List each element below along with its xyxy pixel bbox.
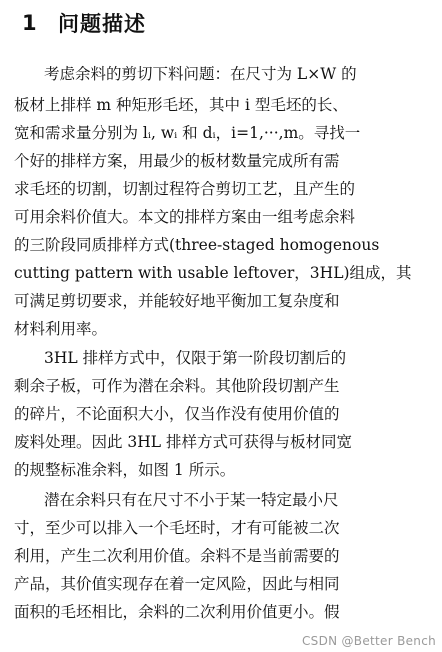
paragraph-3-line: 面积的毛坯相比，余料的二次利用价值更小。假: [14, 603, 340, 621]
paragraph-1-line: 个好的排样方案，用最少的板材数量完成所有需: [14, 152, 340, 170]
paragraph-2-line: 3HL 排样方式中，仅限于第一阶段切割后的: [44, 349, 347, 367]
paragraph-3-line: 寸，至少可以排入一个毛坯时，才有可能被二次: [14, 519, 340, 537]
paragraph-3-line: 潜在余料只有在尺寸不小于某一特定最小尺: [44, 491, 339, 509]
paragraph-1-line: 板材上排样 m 种矩形毛坯，其中 i 型毛坯的长、: [14, 96, 348, 114]
watermark: CSDN @Better Bench: [301, 634, 436, 648]
paragraph-1-line: 求毛坯的切割，切割过程符合剪切工艺，且产生的: [14, 180, 356, 198]
paragraph-2-line: 的碎片，不论面积大小，仅当作没有使用价值的: [14, 405, 340, 423]
paragraph-1-line: 的三阶段同质排样方式(three-staged homogenous: [14, 236, 380, 254]
paragraph-2-line: 剩余子板，可作为潜在余料。其他阶段切割产生: [14, 377, 340, 395]
paragraph-2-line: 废料处理。因此 3HL 排样方式可获得与板材同宽: [14, 433, 353, 451]
paragraph-1-line: cutting pattern with usable leftover，3HL)组成，其: [14, 264, 412, 282]
paragraph-1-line: 考虑余料的剪切下料问题：在尺寸为 L×W 的: [44, 65, 357, 83]
paragraph-1-line: 可满足剪切要求，并能较好地平衡加工复杂度和: [14, 292, 340, 310]
paragraph-1-line: 可用余料价值大。本文的排样方案由一组考虑余料: [14, 208, 356, 226]
paragraph-3-line: 产品，其价值实现存在着一定风险，因此与相同: [14, 575, 340, 593]
section-number: 1: [22, 11, 38, 35]
paragraph-2-line: 的规整标准余料，如图 1 所示。: [14, 461, 236, 479]
paragraph-1-line: 材料利用率。: [14, 320, 108, 338]
section-title: 问题描述: [58, 12, 146, 36]
paragraph-3-line: 利用，产生二次利用价值。余料不是当前需要的: [14, 547, 340, 565]
paragraph-1-line: 宽和需求量分别为 lᵢ, wᵢ 和 dᵢ，i=1,···,m。寻找一: [14, 124, 361, 142]
section-heading: [22, 4, 146, 42]
